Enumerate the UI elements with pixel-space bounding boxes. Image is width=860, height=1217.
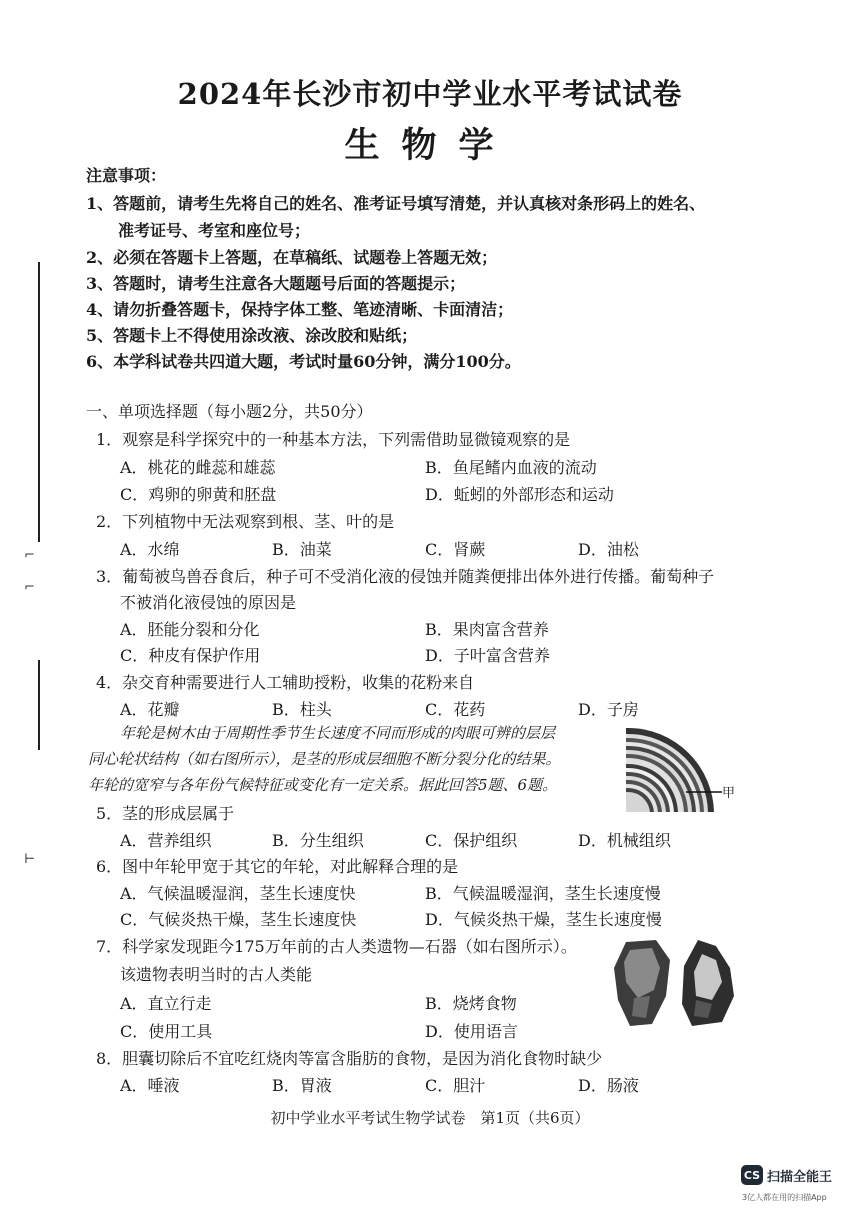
passage-line: 年轮是树木由于周期性季节生长速度不同而形成的肉眼可辨的层层 [120,724,556,742]
option: B．油菜 [272,540,332,559]
option: A．营养组织 [120,831,212,850]
option: A．水绵 [120,540,180,559]
option: C．胆汁 [425,1076,486,1095]
option: B．分生组织 [272,831,364,850]
option: C．使用工具 [120,1022,213,1041]
option: A．胚能分裂和分化 [120,620,260,639]
option: D．气候炎热干燥，茎生长速度慢 [425,910,662,929]
option: D．油松 [578,540,639,559]
note-item: 2、必须在答题卡上答题，在草稿纸、试题卷上答题无效； [86,248,498,267]
option: D．机械组织 [578,831,671,850]
option: A．桃花的雌蕊和雄蕊 [120,458,276,477]
binding-line [38,262,40,542]
question-stem-continued: 不被消化液侵蚀的原因是 [120,593,297,612]
option: A．唾液 [120,1076,180,1095]
exam-title: 2024年长沙市初中学业水平考试试卷 [177,77,683,111]
camscanner-logo-icon: CS [741,1165,763,1185]
option: C．保护组织 [425,831,518,850]
passage-line: 同心轮状结构（如右图所示），是茎的形成层细胞不断分裂分化的结果。 [88,750,561,768]
option: C．花药 [425,700,486,719]
option: D．使用语言 [425,1022,518,1041]
note-item: 4、请勿折叠答题卡，保持字体工整、笔迹清晰、卡面清洁； [86,300,514,319]
option: D．子房 [578,700,639,719]
note-item: 5、答题卡上不得使用涂改液、涂改胶和贴纸； [86,326,418,345]
option: C．种皮有保护作用 [120,646,261,665]
option: B．胃液 [272,1076,332,1095]
question-stem: 4．杂交育种需要进行人工辅助授粉，收集的花粉来自 [96,673,475,692]
notes-heading: 注意事项： [86,166,167,185]
question-stem: 5．茎的形成层属于 [96,804,235,823]
page-footer: 初中学业水平考试生物学试卷 第1页（共6页） [270,1109,590,1127]
option: C．鸡卵的卵黄和胚盘 [120,485,277,504]
passage-line: 年轮的宽窄与各年份气候特征或变化有一定关系。据此回答5题、6题。 [88,776,558,794]
note-item: 1、答题前，请考生先将自己的姓名、准考证号填写清楚，并认真核对条形码上的姓名、 [86,194,706,213]
question-stem: 1．观察是科学探究中的一种基本方法，下列需借助显微镜观察的是 [96,430,571,449]
scanner-app-tagline: 3亿人都在用的扫描App [742,1193,827,1202]
binding-mark: ⌐ [24,548,35,563]
option: B．气候温暖湿润，茎生长速度慢 [425,884,661,903]
option: A．花瓣 [120,700,180,719]
question-stem: 8．胆囊切除后不宜吃红烧肉等富含脂肪的食物，是因为消化食物时缺少 [96,1049,603,1068]
option: D．蚯蚓的外部形态和运动 [425,485,614,504]
question-stem: 3．葡萄被鸟兽吞食后，种子可不受消化液的侵蚀并随粪便排出体外进行传播。葡萄种子 [96,567,715,586]
option: B．柱头 [272,700,332,719]
section-title: 一、单项选择题（每小题2分，共50分） [86,402,373,421]
question-stem-continued: 该遗物表明当时的古人类能 [120,965,313,984]
option: B．果肉富含营养 [425,620,549,639]
binding-mark: ⊢ [24,852,36,867]
binding-line [38,660,40,750]
subject-title: 生物学 [344,125,516,166]
option: D．子叶富含营养 [425,646,550,665]
option: B．烧烤食物 [425,994,517,1013]
binding-mark: ⌐ [24,580,35,595]
stone-tools-figure [612,938,737,1030]
note-item: 3、答题时，请考生注意各大题题号后面的答题提示； [86,274,466,293]
question-stem: 2．下列植物中无法观察到根、茎、叶的是 [96,512,395,531]
option: A．直立行走 [120,994,212,1013]
figure-label-jia: 甲 [722,786,736,801]
option: D．肠液 [578,1076,639,1095]
question-stem: 7．科学家发现距今175万年前的古人类遗物—石器（如右图所示）。 [96,937,577,956]
option: C．气候炎热干燥，茎生长速度快 [120,910,357,929]
note-item: 6、本学科试卷共四道大题，考试时量60分钟，满分100分。 [86,352,521,371]
scanner-app-name: 扫描全能王 [767,1170,833,1185]
note-item: 准考证号、考室和座位号； [118,221,311,240]
option: C．肾蕨 [425,540,486,559]
tree-ring-figure [626,722,736,812]
question-stem: 6．图中年轮甲宽于其它的年轮，对此解释合理的是 [96,857,459,876]
option: A．气候温暖湿润，茎生长速度快 [120,884,356,903]
option: B．鱼尾鳍内血液的流动 [425,458,597,477]
